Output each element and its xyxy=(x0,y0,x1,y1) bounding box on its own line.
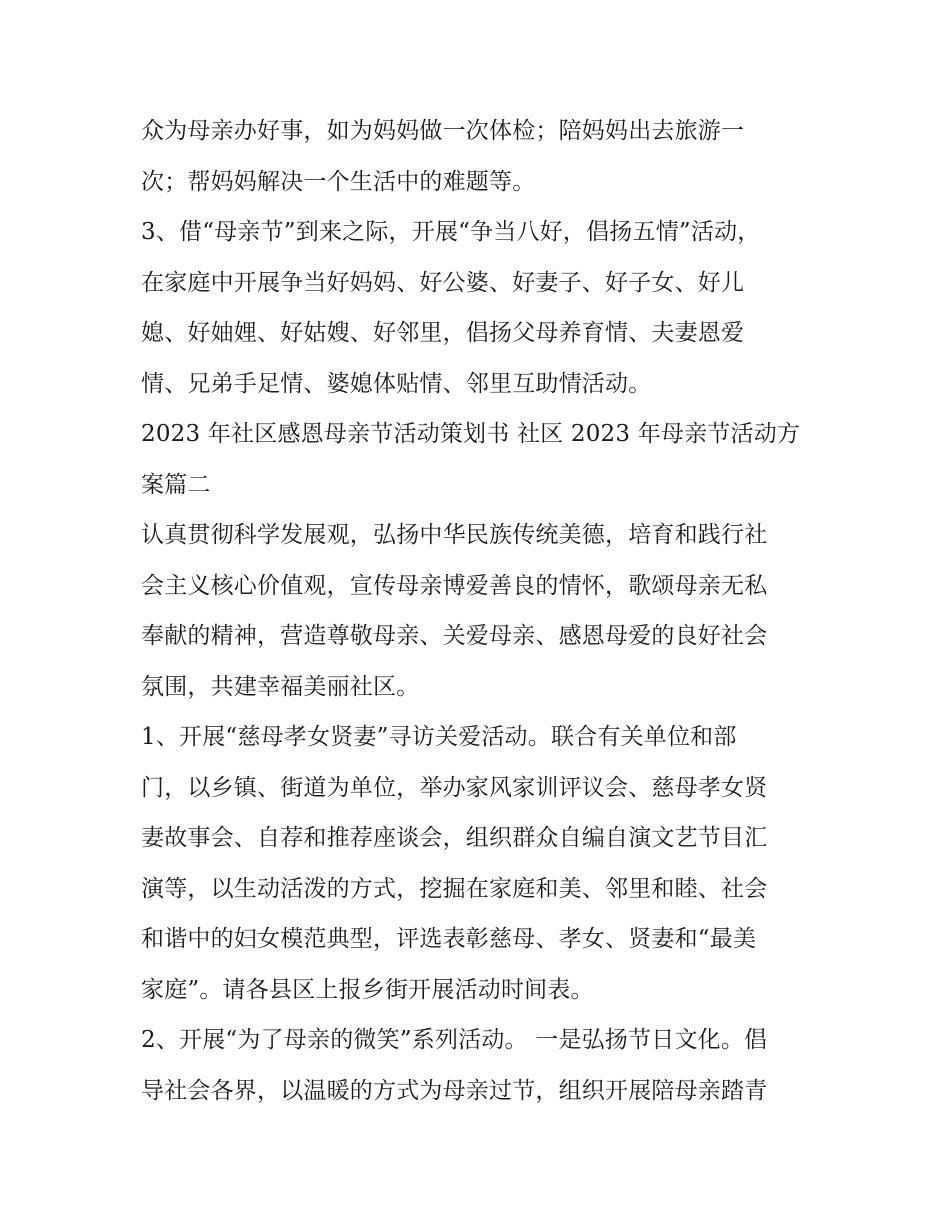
text-line-3: 3、借“母亲节”到来之际，开展“争当八好，倡扬五情”活动， xyxy=(141,219,761,245)
text-line-16: 演等，以生动活泼的方式，挖掘在家庭和美、邻里和睦、社会 xyxy=(141,875,768,902)
text-line-6: 情、兄弟手足情、婆媳体贴情、邻里互助情活动。 xyxy=(141,370,652,397)
text-line-4: 在家庭中开展争当好妈妈、好公婆、好妻子、好子女、好儿 xyxy=(141,269,745,296)
text-line-5: 媳、好妯娌、好姑嫂、好邻里，倡扬父母养育情、夫妻恩爱 xyxy=(141,320,745,346)
text-line-2: 次；帮妈妈解决一个生活中的难题等。 xyxy=(141,168,536,195)
text-line-14: 门，以乡镇、街道为单位，举办家风家训评议会、慈母孝女贤 xyxy=(141,774,768,801)
section-heading-line-2: 案篇二 xyxy=(141,471,211,498)
section-heading-line-1: 2023 年社区感恩母亲节活动策划书 社区 2023 年母亲节活动方 xyxy=(141,421,801,447)
text-line-11: 奉献的精神，营造尊敬母亲、关爱母亲、感恩母爱的良好社会 xyxy=(141,623,768,649)
text-line-12: 氛围，共建幸福美丽社区。 xyxy=(141,673,420,700)
text-line-15: 妻故事会、自荐和推荐座谈会，组织群众自编自演文艺节目汇 xyxy=(141,825,768,851)
text-line-19: 2、开展“为了母亲的微笑”系列活动。 一是弘扬节日文化。倡 xyxy=(141,1027,768,1053)
text-line-1: 众为母亲办好事，如为妈妈做一次体检；陪妈妈出去旅游一 xyxy=(141,118,745,144)
text-line-18: 家庭”。请各县区上报乡街开展活动时间表。 xyxy=(141,976,594,1003)
text-line-17: 和谐中的妇女模范典型，评选表彰慈母、孝女、贤妻和“最美 xyxy=(141,926,757,952)
text-line-10: 会主义核心价值观，宣传母亲博爱善良的情怀，歌颂母亲无私 xyxy=(141,572,768,599)
document-body xyxy=(141,106,821,1116)
text-line-20: 导社会各界，以温暖的方式为母亲过节，组织开展陪母亲踏青 xyxy=(141,1077,768,1104)
text-line-13: 1、开展“慈母孝女贤妻”寻访关爱活动。联合有关单位和部 xyxy=(141,724,737,750)
text-line-9: 认真贯彻科学发展观，弘扬中华民族传统美德，培育和践行社 xyxy=(141,522,768,548)
